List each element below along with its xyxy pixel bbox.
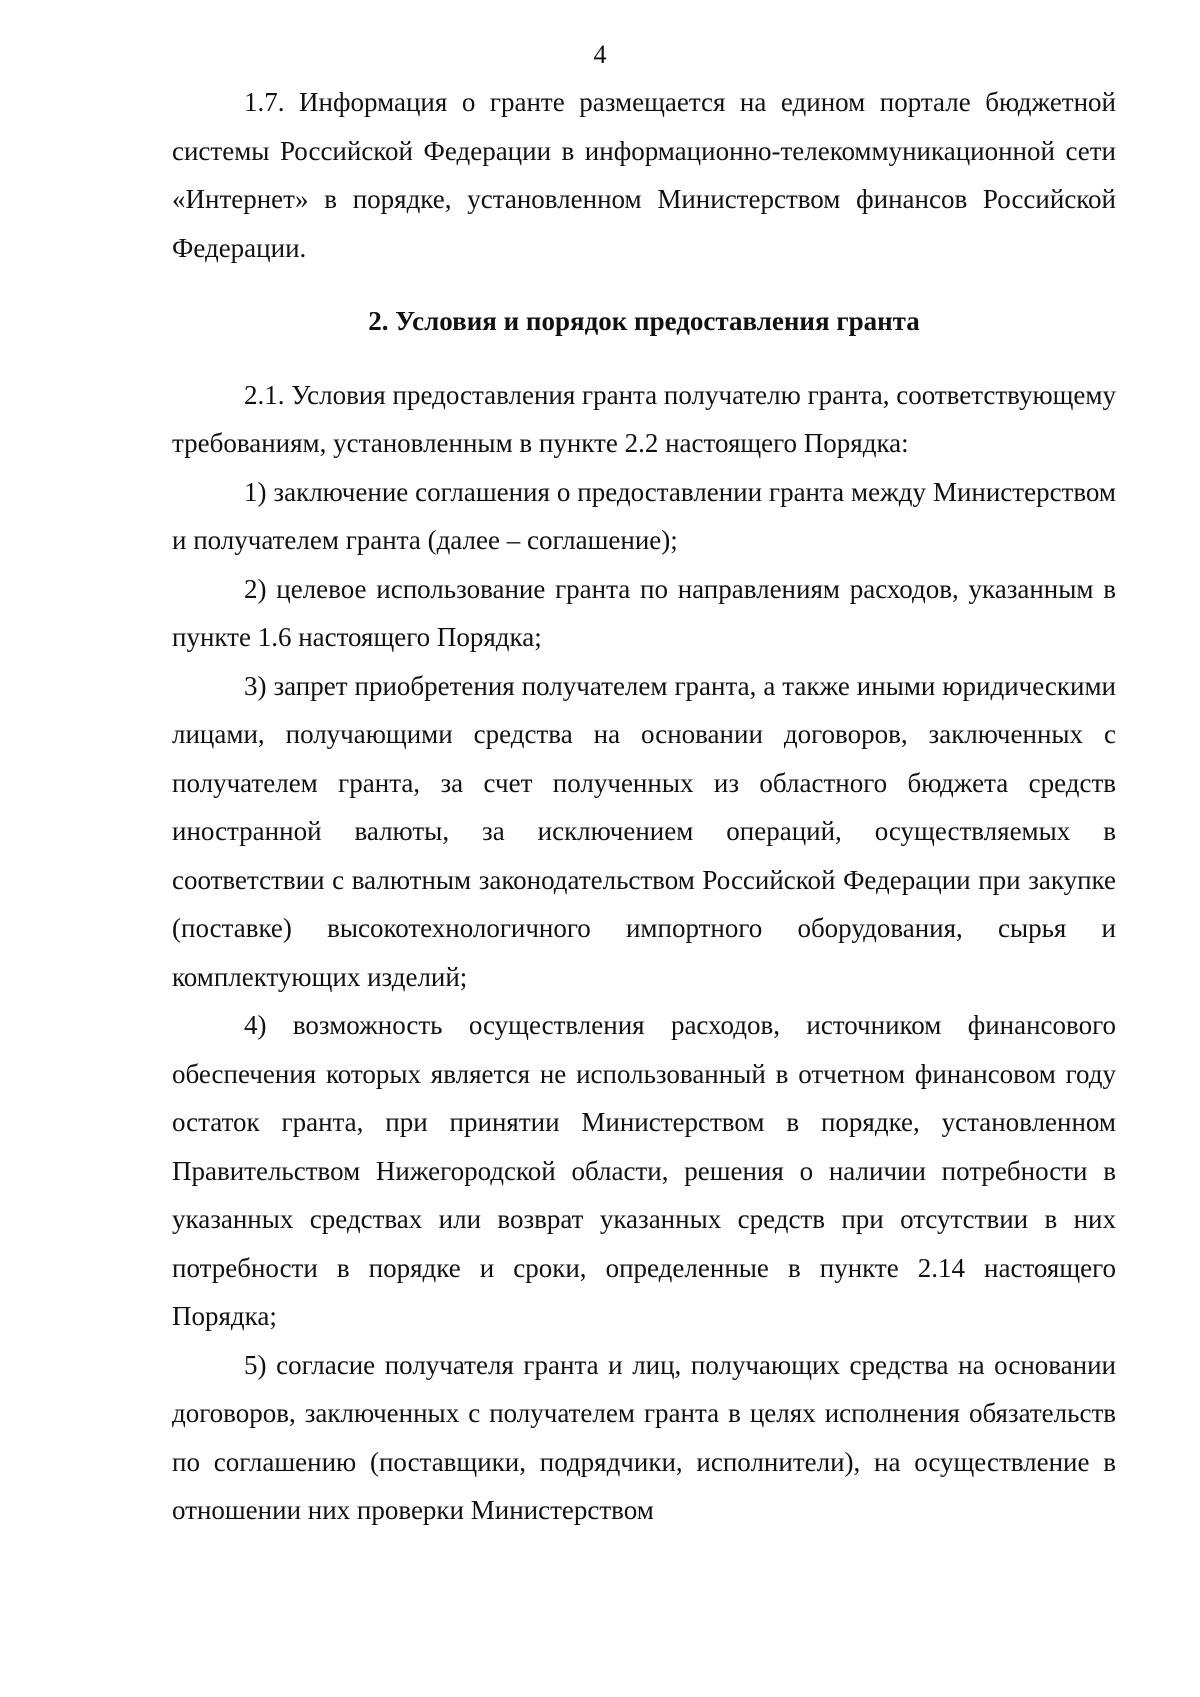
paragraph-1-7: 1.7. Информация о гранте размещается на едином портале бюджетной системы Российской Федерации в информационно-телекоммуникационной сети «Интернет» в порядке, установленном Министерством финансов Российской Федерации. [172, 87, 1116, 263]
section-2-heading: 2. Условия и порядок предоставления гранта [368, 306, 920, 336]
paragraph-2-1: 2.1. Условия предоставления гранта получателю гранта, соответствующему требованиям, установленным в пункте 2.2 настоящего Порядка: [172, 379, 1116, 458]
document-body [172, 78, 1116, 1535]
list-item-4: 4) возможность осуществления расходов, источником финансового обеспечения которых является не использованный в отчетном финансовом году остаток гранта, при принятии Министерством в порядке, установленном Правительством Нижегородской области, решения о наличии потребности в указанных средствах или возврат указанных средств при отсутствии в них потребности в порядке и сроки, определенные в пункте 2.14 настоящего Порядка; [172, 1010, 1116, 1331]
page-number: 4 [593, 40, 607, 69]
list-item-3: 3) запрет приобретения получателем гранта, а также иными юридическими лицами, получающими средства на основании договоров, заключенных с получателем гранта, за счет полученных из областного бюджета средств иностранной валюты, за исключением операций, осуществляемых в соответствии с валютным законодательством Российской Федерации при закупке (поставке) высокотехнологичного импортного оборудования, сырья и комплектующих изделий; [172, 670, 1116, 992]
list-item-5: 5) согласие получателя гранта и лиц, получающих средства на основании договоров, заключенных с получателем гранта в целях исполнения обязательств по соглашению (поставщики, подрядчики, исполнители), на осуществление в отношении них проверки Министерством [172, 1349, 1116, 1525]
list-item-2: 2) целевое использование гранта по направлениям расходов, указанным в пункте 1.6 настоящего Порядка; [172, 573, 1116, 652]
list-item-1: 1) заключение соглашения о предоставлении гранта между Министерством и получателем гранта (далее – соглашение); [172, 476, 1116, 555]
